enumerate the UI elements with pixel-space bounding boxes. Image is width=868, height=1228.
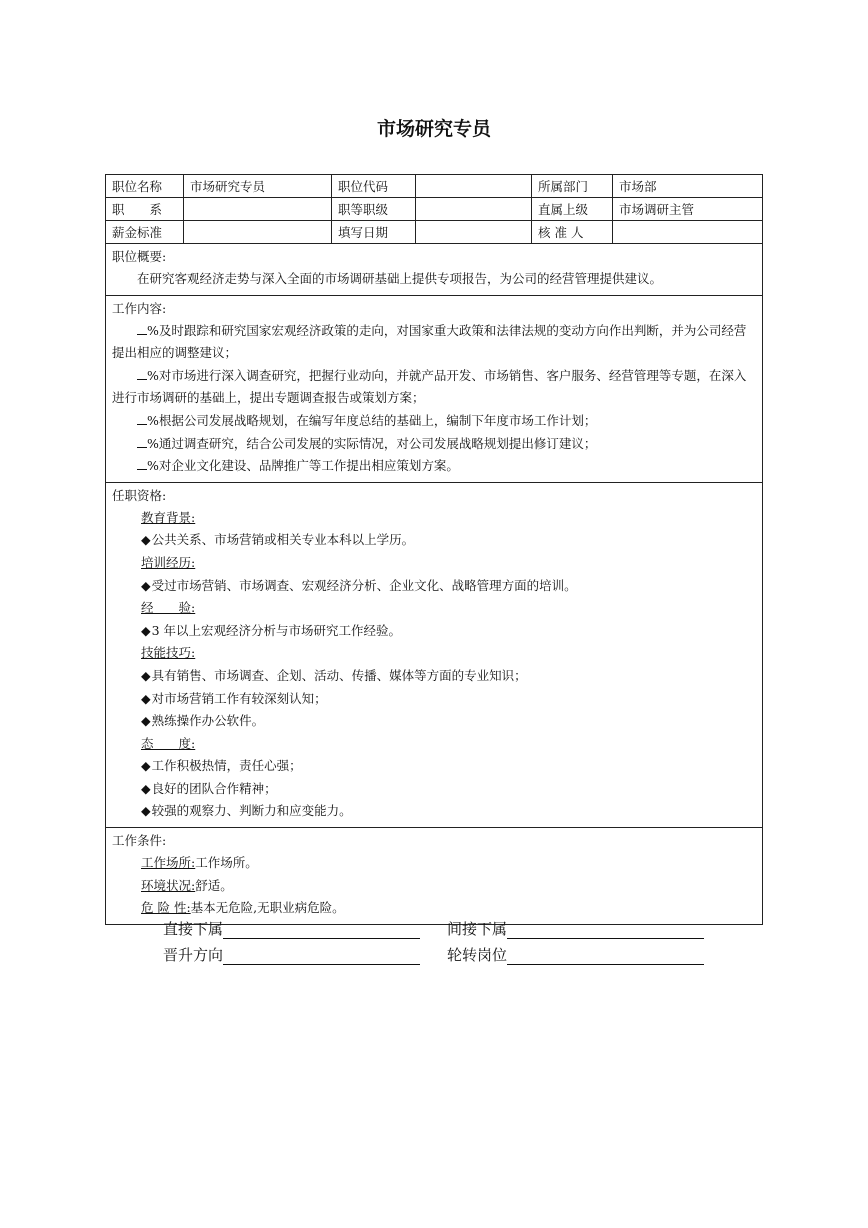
condition-place-value: 工作场所。 — [195, 855, 258, 871]
promotion-label: 晋升方向 — [163, 946, 224, 964]
info-value — [184, 198, 332, 221]
condition-risk-label: 危 险 性: — [141, 900, 191, 916]
skills-item: ◆ 熟练操作办公软件。 — [112, 710, 756, 733]
info-value: 市场部 — [613, 175, 763, 198]
qualifications-section — [106, 482, 763, 827]
info-value: 市场调研主管 — [613, 198, 763, 221]
conditions-section — [106, 828, 763, 925]
experience-label: 经 验: — [141, 600, 196, 616]
promotion-line[interactable] — [223, 948, 420, 965]
direct-subordinate-label: 直接下属 — [163, 920, 224, 938]
indirect-subordinate-field — [447, 918, 704, 939]
education-label: 教育背景: — [141, 509, 196, 525]
promotion-field — [163, 944, 420, 965]
info-value: 市场研究专员 — [184, 175, 332, 198]
attitude-label: 态 度: — [141, 735, 196, 751]
training-item: ◆ 受过市场营销、市场调查、宏观经济分析、企业文化、战略管理方面的培训。 — [112, 575, 756, 598]
info-label: 职 系 — [106, 198, 184, 221]
training-label: 培训经历: — [141, 554, 196, 570]
attitude-item: ◆ 工作积极热情，责任心强； — [112, 755, 756, 778]
overview-section — [106, 244, 763, 296]
condition-env-label: 环境状况: — [141, 877, 196, 893]
info-label: 填写日期 — [332, 221, 416, 244]
skills-item: ◆ 对市场营销工作有较深刻认知； — [112, 688, 756, 711]
info-row-1 — [106, 175, 763, 198]
condition-env — [112, 875, 756, 898]
info-value — [416, 175, 532, 198]
condition-risk-value: 基本无危险,无职业病危险。 — [190, 900, 345, 916]
info-row-3 — [106, 221, 763, 244]
work-content-row — [106, 295, 763, 482]
rotation-label: 轮转岗位 — [447, 946, 508, 964]
info-label: 薪金标准 — [106, 221, 184, 244]
direct-subordinate-line[interactable] — [223, 922, 420, 939]
qualifications-row — [106, 482, 763, 827]
condition-env-value: 舒适。 — [195, 877, 233, 893]
condition-place-label: 工作场所: — [141, 855, 196, 871]
info-value — [416, 198, 532, 221]
page-title: 市场研究专员 — [376, 118, 491, 140]
work-item: %根据公司发展战略规划，在编写年度总结的基础上，编制下年度市场工作计划； — [112, 410, 756, 433]
info-label: 直属上级 — [532, 198, 613, 221]
indirect-subordinate-label: 间接下属 — [447, 920, 508, 938]
qualifications-heading: 任职资格: — [112, 487, 167, 503]
attitude-item: ◆ 较强的观察力、判断力和应变能力。 — [112, 800, 756, 823]
overview-row — [106, 244, 763, 296]
conditions-row — [106, 828, 763, 925]
education-item: ◆ 公共关系、市场营销或相关专业本科以上学历。 — [112, 529, 756, 552]
work-item: %及时跟踪和研究国家宏观经济政策的走向，对国家重大政策和法律法规的变动方向作出判断，并为公司经营提出相应的调整建议； — [112, 322, 747, 361]
work-content-section — [106, 295, 763, 482]
rotation-line[interactable] — [507, 948, 704, 965]
info-label: 所属部门 — [532, 175, 613, 198]
work-item: %对市场进行深入调查研究，把握行业动向，并就产品开发、市场销售、客户服务、经营管理等专题，在深入进行市场调研的基础上，提出专题调查报告或策划方案； — [112, 367, 747, 406]
info-value — [416, 221, 532, 244]
info-label: 职位代码 — [332, 175, 416, 198]
work-content-heading: 工作内容: — [112, 300, 167, 316]
info-value — [613, 221, 763, 244]
condition-place — [112, 852, 756, 875]
skills-item: ◆ 具有销售、市场调查、企划、活动、传播、媒体等方面的专业知识； — [112, 665, 756, 688]
overview-text: 在研究客观经济走势与深入全面的市场调研基础上提供专项报告，为公司的经营管理提供建议。 — [137, 271, 663, 286]
work-item: %通过调查研究，结合公司发展的实际情况，对公司发展战略规划提出修订建议； — [112, 433, 756, 456]
info-label: 核 准 人 — [532, 221, 613, 244]
condition-risk — [112, 897, 756, 920]
experience-item: ◆ 3 年以上宏观经济分析与市场研究工作经验。 — [112, 620, 756, 643]
direct-subordinate-field — [163, 918, 420, 939]
attitude-item: ◆ 良好的团队合作精神； — [112, 778, 756, 801]
job-description-table — [105, 174, 763, 925]
work-item: %对企业文化建设、品牌推广等工作提出相应策划方案。 — [112, 455, 756, 478]
overview-heading: 职位概要: — [112, 249, 167, 264]
info-value — [184, 221, 332, 244]
info-row-2 — [106, 198, 763, 221]
rotation-field — [447, 944, 704, 965]
conditions-heading: 工作条件: — [112, 833, 167, 849]
indirect-subordinate-line[interactable] — [507, 922, 704, 939]
skills-label: 技能技巧: — [141, 645, 196, 661]
info-label: 职位名称 — [106, 175, 184, 198]
info-label: 职等职级 — [332, 198, 416, 221]
